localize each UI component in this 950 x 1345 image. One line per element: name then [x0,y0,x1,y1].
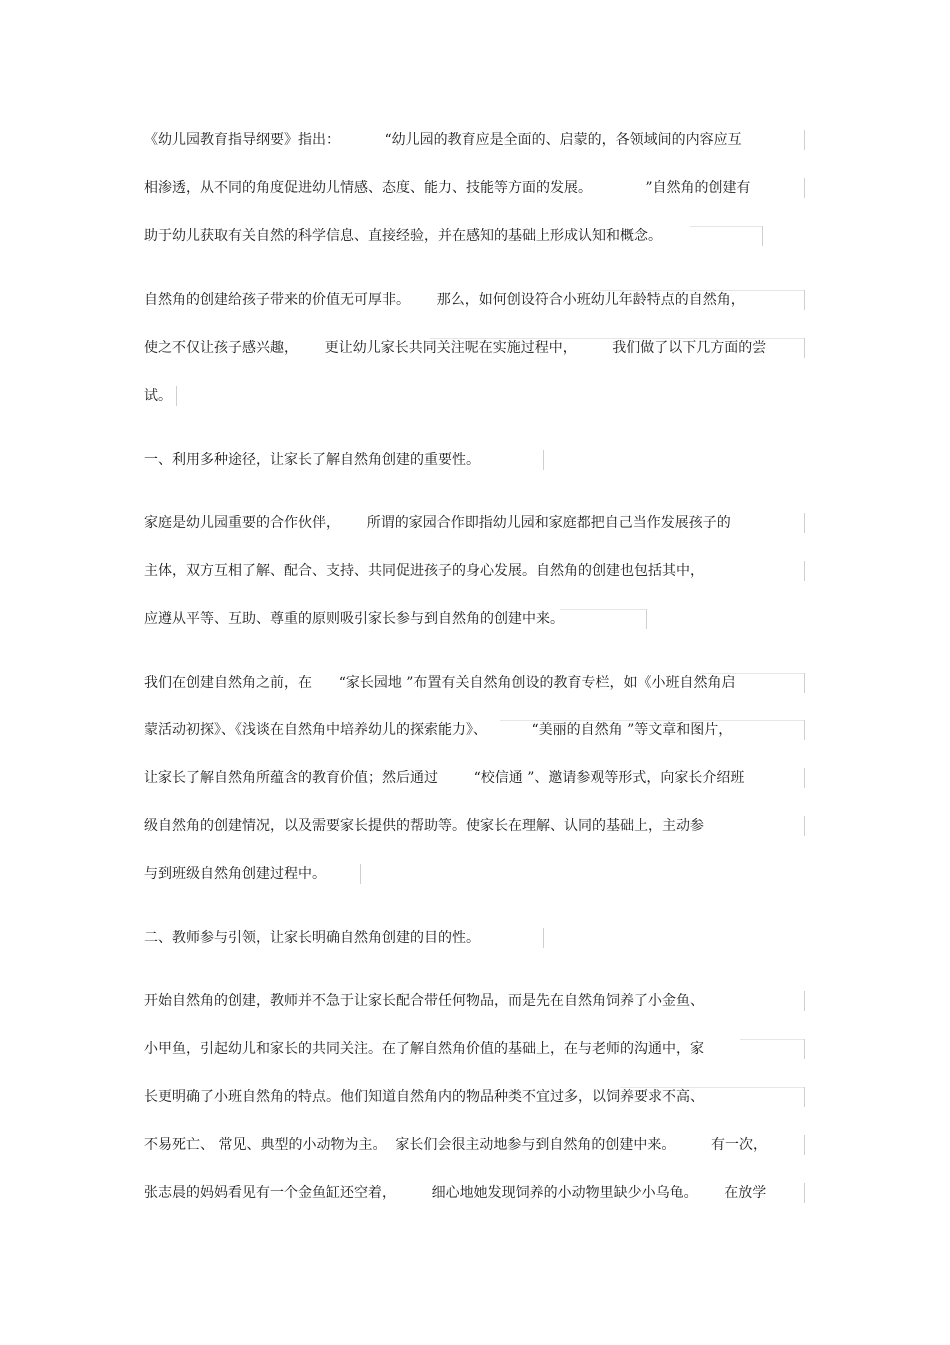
scan-rule [804,720,805,740]
scan-rule [543,450,544,470]
scan-rule [543,928,544,948]
paragraph-5-line-2: 小甲鱼，引起幼儿和家长的共同关注。在了解自然角价值的基础上，在与老师的沟通中，家 [144,1041,704,1057]
paragraph-4-line-1: 我们在创建自然角之前，在 “家长园地 ”布置有关自然角创设的教育专栏，如《小班自然角启 [144,675,736,691]
paragraph-3-line-1: 家庭是幼儿园重要的合作伙伴， 所谓的家园合作即指幼儿园和家庭都把自己当作发展孩子的 [144,515,731,531]
scan-rule [804,816,805,836]
paragraph-4-line-5: 与到班级自然角创建过程中。 [144,866,326,882]
scan-rule [360,864,361,884]
scan-hairline [620,1087,804,1088]
paragraph-5-line-5: 张志晨的妈妈看见有一个金鱼缸还空着， 细心地她发现饲养的小动物里缺少小乌龟。 在放学 [144,1185,767,1201]
paragraph-4-line-2: 蒙活动初探》、《浅谈在自然角中培养幼儿的探索能力》、 “美丽的自然角 ”等文章和图片， [144,722,733,738]
scan-hairline [500,720,804,721]
scan-rule [804,991,805,1011]
paragraph-4-line-4: 级自然角的创建情况，以及需要家长提供的帮助等。使家长在理解、认同的基础上，主动参 [144,818,704,834]
scan-rule [804,1183,805,1203]
paragraph-1-line-2: 相渗透，从不同的角度促进幼儿情感、态度、能力、技能等方面的发展。 ”自然角的创建有 [144,180,751,196]
scan-rule [646,609,647,629]
paragraph-5-line-1: 开始自然角的创建，教师并不急于让家长配合带任何物品，而是先在自然角饲养了小金鱼、 [144,993,704,1009]
scan-rule [176,386,177,406]
scan-hairline [740,1039,804,1040]
scan-rule [804,338,805,358]
paragraph-5-line-3: 长更明确了小班自然角的特点。他们知道自然角内的物品种类不宜过多，以饲养要求不高、 [144,1089,704,1105]
paragraph-3-line-3: 应遵从平等、互助、尊重的原则吸引家长参与到自然角的创建中来。 [144,611,564,627]
paragraph-3-line-2: 主体，双方互相了解、配合、支持、共同促进孩子的身心发展。自然角的创建也包括其中， [144,563,704,579]
paragraph-5-line-4: 不易死亡、 常见、典型的小动物为主。 家长们会很主动地参与到自然角的创建中来。 有一次， [144,1137,767,1153]
scan-hairline [690,226,762,227]
scan-rule [804,673,805,693]
scan-rule [804,768,805,788]
scan-rule [804,130,805,150]
scan-hairline [560,609,646,610]
scan-hairline [700,673,804,674]
section-heading-2: 二、教师参与引领，让家长明确自然角创建的目的性。 [144,930,480,946]
scan-hairline [600,290,804,291]
scan-rule [804,290,805,310]
scan-rule [762,226,763,246]
paragraph-1-line-1: 《幼儿园教育指导纲要》指出： “幼儿园的教育应是全面的、启蒙的，各领域间的内容应互 [144,132,742,148]
scan-rule [804,178,805,198]
paragraph-4-line-3: 让家长了解自然角所蕴含的教育价值；然后通过 “校信通 ”、邀请参观等形式，向家长介绍班 [144,770,745,786]
scan-rule [804,561,805,581]
paragraph-2-line-1: 自然角的创建给孩子带来的价值无可厚非。 那么，如何创设符合小班幼儿年龄特点的自然角， [144,292,745,308]
scan-rule [804,513,805,533]
section-heading-1: 一、利用多种途径，让家长了解自然角创建的重要性。 [144,452,480,468]
paragraph-2-line-2: 使之不仅让孩子感兴趣， 更让幼儿家长共同关注呢在实施过程中， 我们做了以下几方面的尝 [144,340,767,356]
scan-rule [804,1135,805,1155]
paragraph-1-line-3: 助于幼儿获取有关自然的科学信息、直接经验，并在感知的基础上形成认知和概念。 [144,228,662,244]
scan-rule [804,1087,805,1107]
scan-rule [804,1039,805,1059]
paragraph-2-line-3: 试。 [144,388,172,404]
scan-hairline [430,338,804,339]
